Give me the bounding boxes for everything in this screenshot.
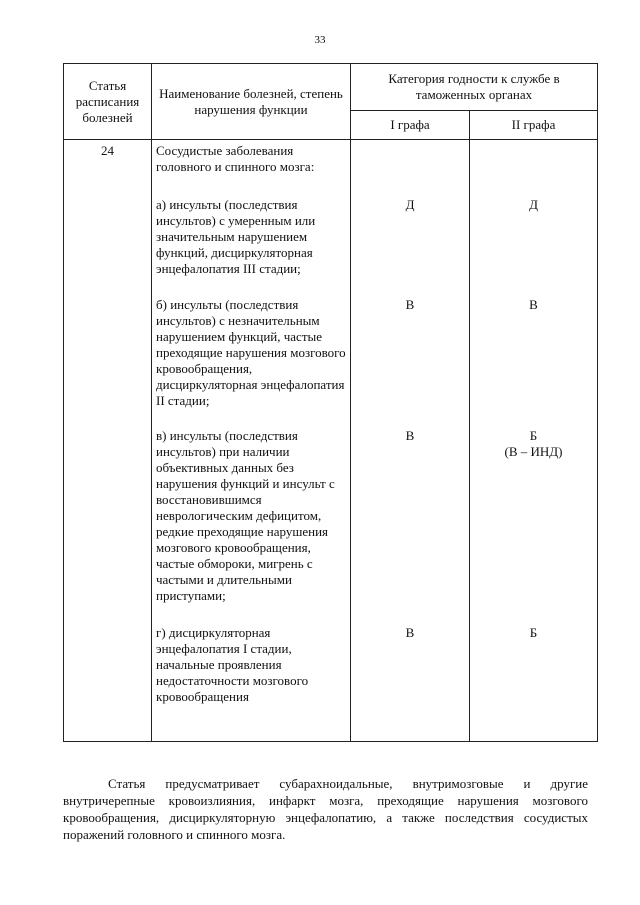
page-number: 33	[314, 34, 326, 46]
graph-1-cell	[351, 140, 470, 742]
item-b-graph-2: В	[529, 297, 538, 312]
item-b-text: б) инсульты (последствия инсультов) с незначительным нарушением функций, частые преходящие нарушения мозгового кровообращения, дисциркуляторная энцефалопатия II стадии;	[156, 297, 346, 408]
item-c-text: в) инсульты (последствия инсультов) при наличии объективных данных без нарушения функций и инсульт с восстановившимся неврологическим дефицитом, редкие преходящие нарушения мозгового кровообращения, частые обмороки, мигрень с частыми и длительными приступами;	[156, 428, 335, 603]
item-b-graph-1: В	[405, 297, 415, 312]
item-c-graph-2: Б	[529, 428, 538, 443]
row-title: Сосудистые заболевания головного и спинного мозга:	[156, 143, 315, 174]
item-c-graph-1: В	[405, 428, 415, 443]
header-graph-2: II графа	[470, 111, 598, 140]
header-disease-name: Наименование болезней, степень нарушения функции	[152, 64, 351, 140]
item-a-text: а) инсульты (последствия инсультов) с умеренным или значительным нарушением функций, дисциркуляторная энцефалопатия III стадии;	[156, 197, 316, 276]
article-number: 24	[64, 140, 152, 742]
article-note: Статья предусматривает субарахноидальные, внутримозговые и другие внутричерепные кровоизлияния, инфаркт мозга, преходящие нарушения мозгового кровообращения, дисциркуляторную энцефалопатию, а также последствия сосудистых поражений головного и спинного мозга.	[63, 776, 588, 842]
header-graph-1: I графа	[351, 111, 470, 140]
item-d-graph-2: Б	[529, 625, 538, 640]
item-a-graph-1: Д	[405, 197, 415, 212]
disease-description-cell	[152, 140, 351, 742]
item-d-text: г) дисциркуляторная энцефалопатия I стадии, начальные проявления недостаточности мозгового кровообращения	[156, 625, 309, 704]
item-a-graph-2: Д	[529, 197, 538, 212]
item-d-graph-1: В	[405, 625, 415, 640]
header-article: Статья расписания болезней	[64, 64, 152, 140]
item-c-graph-2-extra: (В – ИНД)	[504, 444, 563, 459]
header-category: Категория годности к службе в таможенных органах	[351, 64, 598, 111]
table-row	[64, 140, 598, 742]
disease-schedule-table	[63, 63, 598, 742]
graph-2-cell	[470, 140, 598, 742]
